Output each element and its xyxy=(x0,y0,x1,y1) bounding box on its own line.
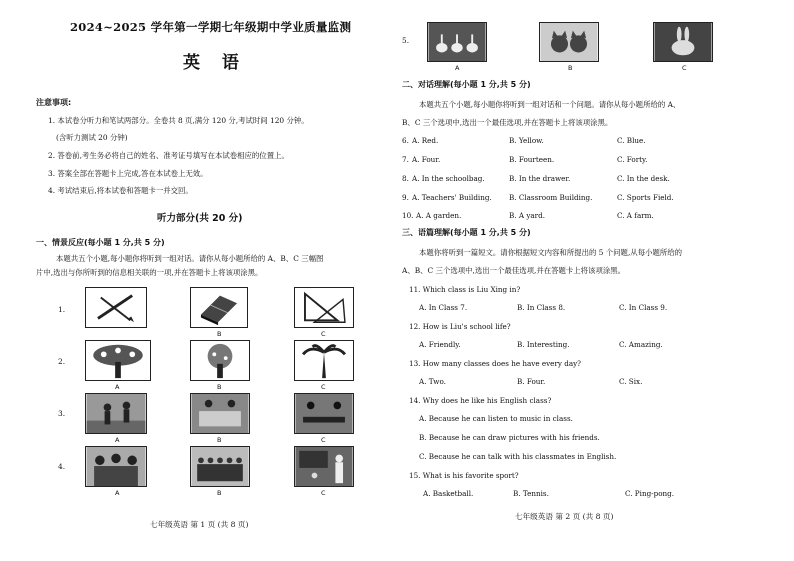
option-b: B. Tennis. xyxy=(513,489,549,498)
option-a: A. Friendly. xyxy=(419,340,461,349)
option-label: B xyxy=(568,64,573,72)
option-label: A xyxy=(115,383,120,391)
option-a: A. Four. xyxy=(412,155,441,164)
section-3-desc: 本题你将听到一篇短文。请你根据短文内容和所提出的 5 个问题,从每小题所给的 xyxy=(419,248,683,257)
option-label: A xyxy=(115,436,120,444)
exam-page-2 xyxy=(397,0,794,561)
option-b: B. Interesting. xyxy=(517,340,570,349)
option-b: B. A yard. xyxy=(509,211,545,220)
option-a: A. Two. xyxy=(419,377,446,386)
option-c: C. Six. xyxy=(619,377,643,386)
note-1-cont: (含听力测试 20 分钟) xyxy=(56,133,128,142)
question-text: 11. Which class is Liu Xing in? xyxy=(409,285,521,294)
note-4: 4. 考试结束后,将本试卷和答题卡一并交回。 xyxy=(48,186,193,195)
question-number: 10. xyxy=(402,211,414,220)
option-label: A xyxy=(115,489,120,497)
option-b: B. Fourteen. xyxy=(509,155,555,164)
section-1-desc: 本题共五个小题,每小题你将听到一组对话。请你从每小题所给的 A、B、C 三幅图 xyxy=(56,254,324,263)
option-b: B. Four. xyxy=(517,377,546,386)
section-3-title: 三、语篇理解(每小题 1 分,共 5 分) xyxy=(402,228,531,237)
section-2-title: 二、对话理解(每小题 1 分,共 5 分) xyxy=(402,80,531,89)
option-label: B xyxy=(217,383,222,391)
option-label: C xyxy=(321,489,326,497)
family-tree-icon xyxy=(85,340,151,381)
option-a: A. Basketball. xyxy=(423,489,474,498)
rabbit-icon xyxy=(653,22,713,62)
option-c: C. Ping-pong. xyxy=(625,489,675,498)
ruler-pencil-icon xyxy=(85,287,147,328)
note-3: 3. 答案全部在答题卡上完成,答在本试卷上无效。 xyxy=(48,169,208,178)
ping-pong-icon xyxy=(294,393,354,434)
option-b: B. Because he can draw pictures with his friends. xyxy=(419,433,600,442)
exam-title: 2024~2025 学年第一学期七年级期中学业质量监测 xyxy=(70,20,352,34)
option-b: B. In the drawer. xyxy=(509,174,571,183)
table-board-icon xyxy=(190,393,250,434)
question-number: 8. xyxy=(402,174,409,183)
option-label: A xyxy=(455,64,460,72)
option-c: C. In Class 9. xyxy=(619,303,668,312)
option-label: B xyxy=(217,436,222,444)
option-label: B xyxy=(217,489,222,497)
notes-title: 注意事项: xyxy=(36,98,72,107)
palm-tree-icon xyxy=(294,340,354,381)
option-a: A. Teachers' Building. xyxy=(412,193,492,202)
option-c: C. Amazing. xyxy=(619,340,663,349)
page-footer: 七年级英语 第 1 页 (共 8 页) xyxy=(150,520,249,529)
question-number: 7. xyxy=(402,155,409,164)
option-c: C. Sports Field. xyxy=(617,193,674,202)
note-1: 1. 本试卷分听力和笔试两部分。全卷共 8 页,满分 120 分,考试时间 120 分钟。 xyxy=(48,116,309,125)
question-number: 1. xyxy=(58,305,66,314)
question-number: 2. xyxy=(58,357,66,366)
option-label: C xyxy=(321,436,326,444)
classroom-photo-icon xyxy=(294,446,354,487)
option-a: A. In Class 7. xyxy=(419,303,468,312)
tree-icon xyxy=(190,340,250,381)
listening-part-title: 听力部分(共 20 分) xyxy=(157,213,243,224)
option-label: C xyxy=(321,383,326,391)
family-photo-icon xyxy=(85,446,147,487)
question-text: 15. What is his favorite sport? xyxy=(409,471,519,480)
subject-title: 英 语 xyxy=(183,53,247,73)
question-number: 4. xyxy=(58,462,66,471)
option-a: A. Because he can listen to music in class. xyxy=(419,414,573,423)
cats-icon xyxy=(539,22,599,62)
geese-icon xyxy=(427,22,487,62)
section-2-desc: 本题共五个小题,每小题你将听到一组对话和一个问题。请你从每小题所给的 A、 xyxy=(419,100,681,109)
option-a: A. A garden. xyxy=(416,211,462,220)
option-label: C xyxy=(321,330,326,338)
question-text: 12. How is Liu's school life? xyxy=(409,322,511,331)
section-1-title: 一、情景反应(每小题 1 分,共 5 分) xyxy=(36,238,165,247)
question-number: 5. xyxy=(402,36,410,45)
option-b: B. In Class 8. xyxy=(517,303,566,312)
set-square-icon xyxy=(294,287,354,328)
note-2: 2. 答卷前,考生务必将自己的姓名、准考证号填写在本试卷相应的位置上。 xyxy=(48,151,289,160)
page-footer: 七年级英语 第 2 页 (共 8 页) xyxy=(515,512,614,521)
option-label: C xyxy=(682,64,687,72)
eraser-icon xyxy=(190,287,248,328)
option-b: B. Yellow. xyxy=(509,136,544,145)
question-text: 14. Why does he like his English class? xyxy=(409,396,552,405)
option-c: C. In the desk. xyxy=(617,174,670,183)
section-1-desc-cont: 片中,选出与你所听到的信息相关联的一项,并在答题卡上将该项涂黑。 xyxy=(36,268,263,277)
option-b: B. Classroom Building. xyxy=(509,193,593,202)
option-c: C. A farm. xyxy=(617,211,654,220)
section-2-desc-cont: B、C 三个选项中,选出一个最佳选项,并在答题卡上将该项涂黑。 xyxy=(402,118,613,127)
question-text: 13. How many classes does he have every day? xyxy=(409,359,582,368)
option-c: C. Blue. xyxy=(617,136,646,145)
option-c: C. Because he can talk with his classmates in English. xyxy=(419,452,617,461)
section-3-desc-cont: A、B、C 三个选项中,选出一个最佳选项,并在答题卡上将该项涂黑。 xyxy=(402,266,626,275)
tennis-icon xyxy=(85,393,147,434)
question-number: 9. xyxy=(402,193,409,202)
option-a: A. In the schoolbag. xyxy=(412,174,485,183)
question-number: 6. xyxy=(402,136,409,145)
option-label: B xyxy=(217,330,222,338)
question-number: 3. xyxy=(58,409,66,418)
team-photo-icon xyxy=(190,446,250,487)
option-a: A. Red. xyxy=(412,136,439,145)
option-c: C. Forty. xyxy=(617,155,648,164)
